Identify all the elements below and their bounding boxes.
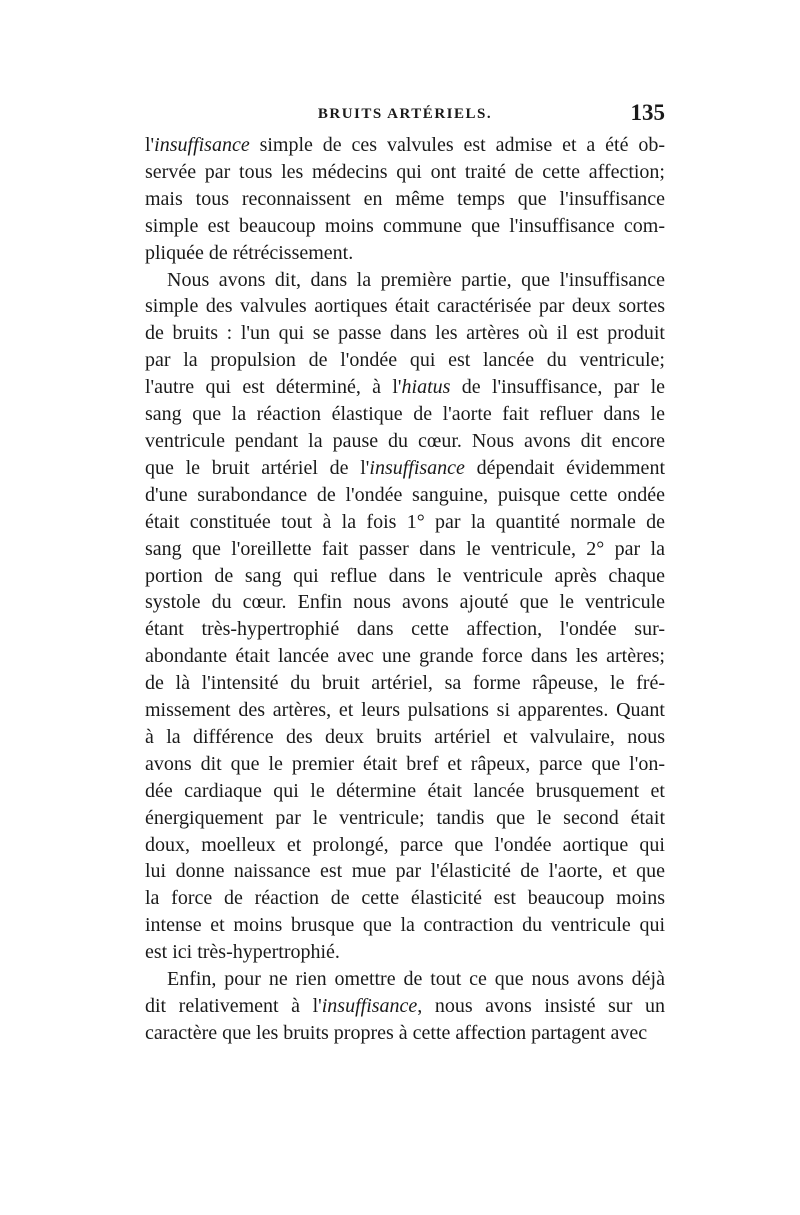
text-span: avons dit que le premier était bref et râpeux, parce que l'on- — [145, 752, 665, 775]
text-span: la force de réaction de cette élasticité est beaucoup moins — [145, 887, 665, 910]
text-line — [145, 939, 665, 966]
text-line — [145, 213, 665, 240]
text-span: à la différence des deux bruits artériel et valvulaire, nous — [145, 725, 665, 748]
text-line — [145, 159, 665, 186]
text-span: pliquée de rétrécissement. — [145, 241, 354, 264]
text-span: mais tous reconnaissent en même temps que l'insuffisance — [145, 187, 665, 210]
text-line — [145, 347, 665, 374]
text-span: systole du cœur. Enfin nous avons ajouté que le ventricule — [145, 591, 665, 614]
text-line — [145, 293, 665, 320]
text-line — [145, 751, 665, 778]
text-span: ventricule pendant la pause du cœur. Nous avons dit encore — [145, 429, 665, 452]
text-span: doux, moelleux et prolongé, parce que l'ondée aortique qui — [145, 833, 665, 856]
italic-text: insuffisance — [369, 456, 465, 479]
text-span: par la propulsion de l'ondée qui est lancée du ventricule; — [145, 349, 665, 372]
text-span: abondante était lancée avec une grande force dans les artères; — [145, 645, 665, 668]
text-span: énergiquement par le ventricule; tandis que le second était — [145, 806, 665, 829]
text-span: Enfin, pour ne rien omettre de tout ce que nous avons déjà — [167, 968, 665, 991]
text-span: de là l'intensité du bruit artériel, sa forme râpeuse, le fré- — [145, 672, 665, 695]
text-span: caractère que les bruits propres à cette affection partagent avec — [145, 1021, 648, 1044]
text-line — [145, 589, 665, 616]
italic-text: hiatus — [401, 376, 451, 399]
text-span: dit relativement à l' — [145, 995, 322, 1017]
text-span: dée cardiaque qui le détermine était lancée brusquement et — [145, 779, 665, 802]
text-line — [145, 616, 665, 643]
text-line — [145, 267, 665, 294]
text-line — [145, 993, 665, 1020]
text-span: simple des valvules aortiques était caractérisée par deux sortes — [145, 295, 665, 318]
text-span: lui donne naissance est mue par l'élasticité de l'aorte, et que — [145, 860, 665, 883]
text-line — [145, 778, 665, 805]
page-number: 135 — [630, 100, 665, 125]
text-span: sang que la réaction élastique de l'aorte fait refluer dans le — [145, 403, 665, 426]
text-line — [145, 805, 665, 832]
text-line — [145, 885, 665, 912]
text-line — [145, 374, 665, 401]
text-span: l'autre qui est déterminé, à l' — [145, 376, 402, 399]
italic-text: insuffisance — [321, 995, 418, 1017]
running-title: BRUITS ARTÉRIELS. — [317, 106, 493, 122]
text-span: est ici très-hypertrophié. — [145, 941, 340, 964]
text-line — [145, 1020, 665, 1047]
text-span: , nous avons insisté sur un — [417, 995, 665, 1017]
text-line — [145, 320, 665, 347]
text-line — [145, 912, 665, 939]
text-span: sang que l'oreillette fait passer dans le ventricule, 2° par la — [145, 537, 665, 560]
text-line — [145, 643, 665, 670]
text-span: que le bruit artériel de l' — [145, 456, 370, 479]
text-span: intense et moins brusque que la contraction du ventricule qui — [145, 914, 665, 937]
text-span: étant très-hypertrophié dans cette affection, l'ondée sur- — [145, 618, 665, 641]
paragraph — [145, 132, 665, 267]
paragraph — [145, 966, 665, 1047]
text-span: de l'insuffisance, par le — [450, 376, 666, 399]
text-line — [145, 240, 665, 267]
text-span: servée par tous les médecins qui ont traité de cette affection; — [145, 160, 665, 183]
text-line — [145, 832, 665, 859]
text-span: Nous avons dit, dans la première partie, que l'insuffisance — [167, 268, 665, 291]
text-span: missement des artères, et leurs pulsations si apparentes. Quant — [145, 699, 665, 722]
text-line — [145, 428, 665, 455]
text-span: l' — [145, 134, 155, 156]
italic-text: insuffisance — [154, 134, 250, 156]
text-span: dépendait évidemment — [464, 456, 665, 479]
text-line — [145, 563, 665, 590]
text-line — [145, 858, 665, 885]
text-line — [145, 401, 665, 428]
text-span: d'une surabondance de l'ondée sanguine, puisque cette ondée — [145, 483, 665, 506]
text-line — [145, 697, 665, 724]
text-line — [145, 724, 665, 751]
body-text — [145, 132, 665, 1047]
text-span: était constituée tout à la fois 1° par la quantité normale de — [145, 510, 665, 533]
text-line — [145, 482, 665, 509]
text-line — [145, 536, 665, 563]
text-line — [145, 132, 665, 159]
text-span: simple de ces valvules est admise et a été ob- — [249, 134, 665, 156]
text-line — [145, 186, 665, 213]
text-line — [145, 455, 665, 482]
text-line — [145, 670, 665, 697]
text-span: de bruits : l'un qui se passe dans les artères où il est produit — [145, 322, 665, 345]
text-line — [145, 509, 665, 536]
text-span: portion de sang qui reflue dans le ventricule après chaque — [145, 564, 665, 587]
paragraph — [145, 267, 665, 967]
text-line — [145, 966, 665, 993]
text-span: simple est beaucoup moins commune que l'insuffisance com- — [145, 214, 665, 237]
page-header — [145, 100, 665, 134]
